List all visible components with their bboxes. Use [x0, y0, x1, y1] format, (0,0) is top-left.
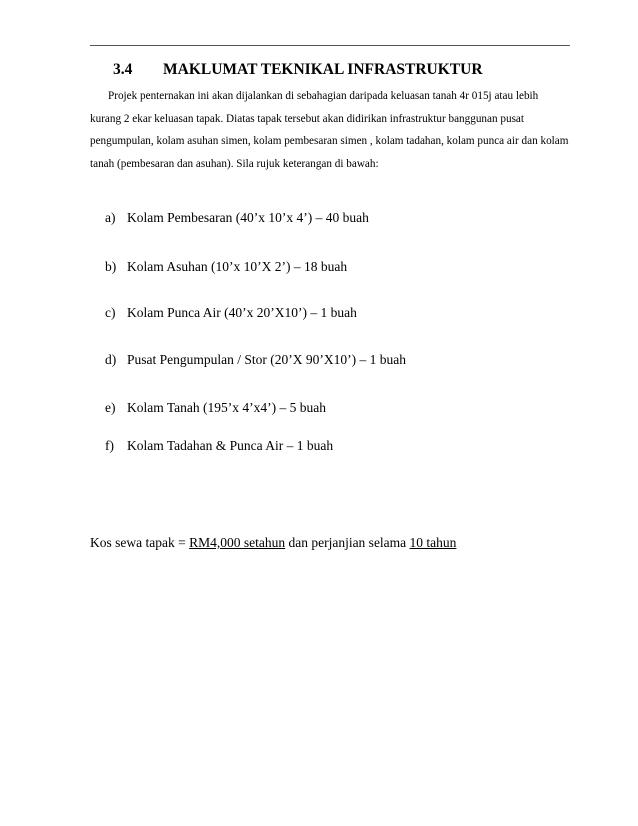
- list-item-marker: e): [105, 400, 116, 415]
- list-item: [105, 352, 406, 368]
- list-item: [105, 210, 369, 226]
- list-item-marker: f): [105, 438, 114, 453]
- list-item: [105, 438, 333, 454]
- list-item-text: Kolam Tanah (195’x 4’x4’) – 5 buah: [127, 400, 327, 415]
- section-title: MAKLUMAT TEKNIKAL INFRASTRUKTUR: [163, 61, 483, 78]
- list-item-marker: d): [105, 352, 117, 367]
- list-item: [105, 305, 357, 321]
- list-item-text: Kolam Tadahan & Punca Air – 1 buah: [127, 438, 334, 453]
- section-number: 3.4: [113, 61, 133, 78]
- list-item: [105, 259, 347, 275]
- list-item-text: Kolam Asuhan (10’x 10’X 2’) – 18 buah: [127, 259, 348, 274]
- site-rental-cost: [90, 535, 456, 551]
- cost-amount: RM4,000 setahun: [189, 535, 286, 550]
- list-item-marker: c): [105, 305, 116, 320]
- intro-paragraph-block: [90, 85, 572, 175]
- list-item: [105, 400, 326, 416]
- list-item-text: Kolam Punca Air (40’x 20’X10’) – 1 buah: [127, 305, 357, 320]
- cost-middle: dan perjanjian selama: [285, 535, 410, 550]
- intro-paragraph: Projek penternakan ini akan dijalankan di sebahagian daripada keluasan tanah 4r 015j atau lebih kurang 2 ekar keluasan tapak. Diatas tapak tersebut akan didirikan infrastruktur banggunan pusat pengumpulan, kolam asuhan simen, kolam pembesaran simen , kolam tadahan, kolam punca air dan kolam tanah (pembesaran dan asuhan). Sila rujuk keterangan di bawah:: [90, 90, 569, 170]
- section-heading: [113, 61, 483, 79]
- list-item-marker: a): [105, 210, 116, 225]
- cost-prefix: Kos sewa tapak =: [90, 535, 190, 550]
- header-rule: [90, 45, 570, 46]
- list-item-text: Pusat Pengumpulan / Stor (20’X 90’X10’) – 1 buah: [127, 352, 406, 367]
- list-item-marker: b): [105, 259, 117, 274]
- cost-duration: 10 tahun: [409, 535, 457, 550]
- list-item-text: Kolam Pembesaran (40’x 10’x 4’) – 40 buah: [127, 210, 369, 225]
